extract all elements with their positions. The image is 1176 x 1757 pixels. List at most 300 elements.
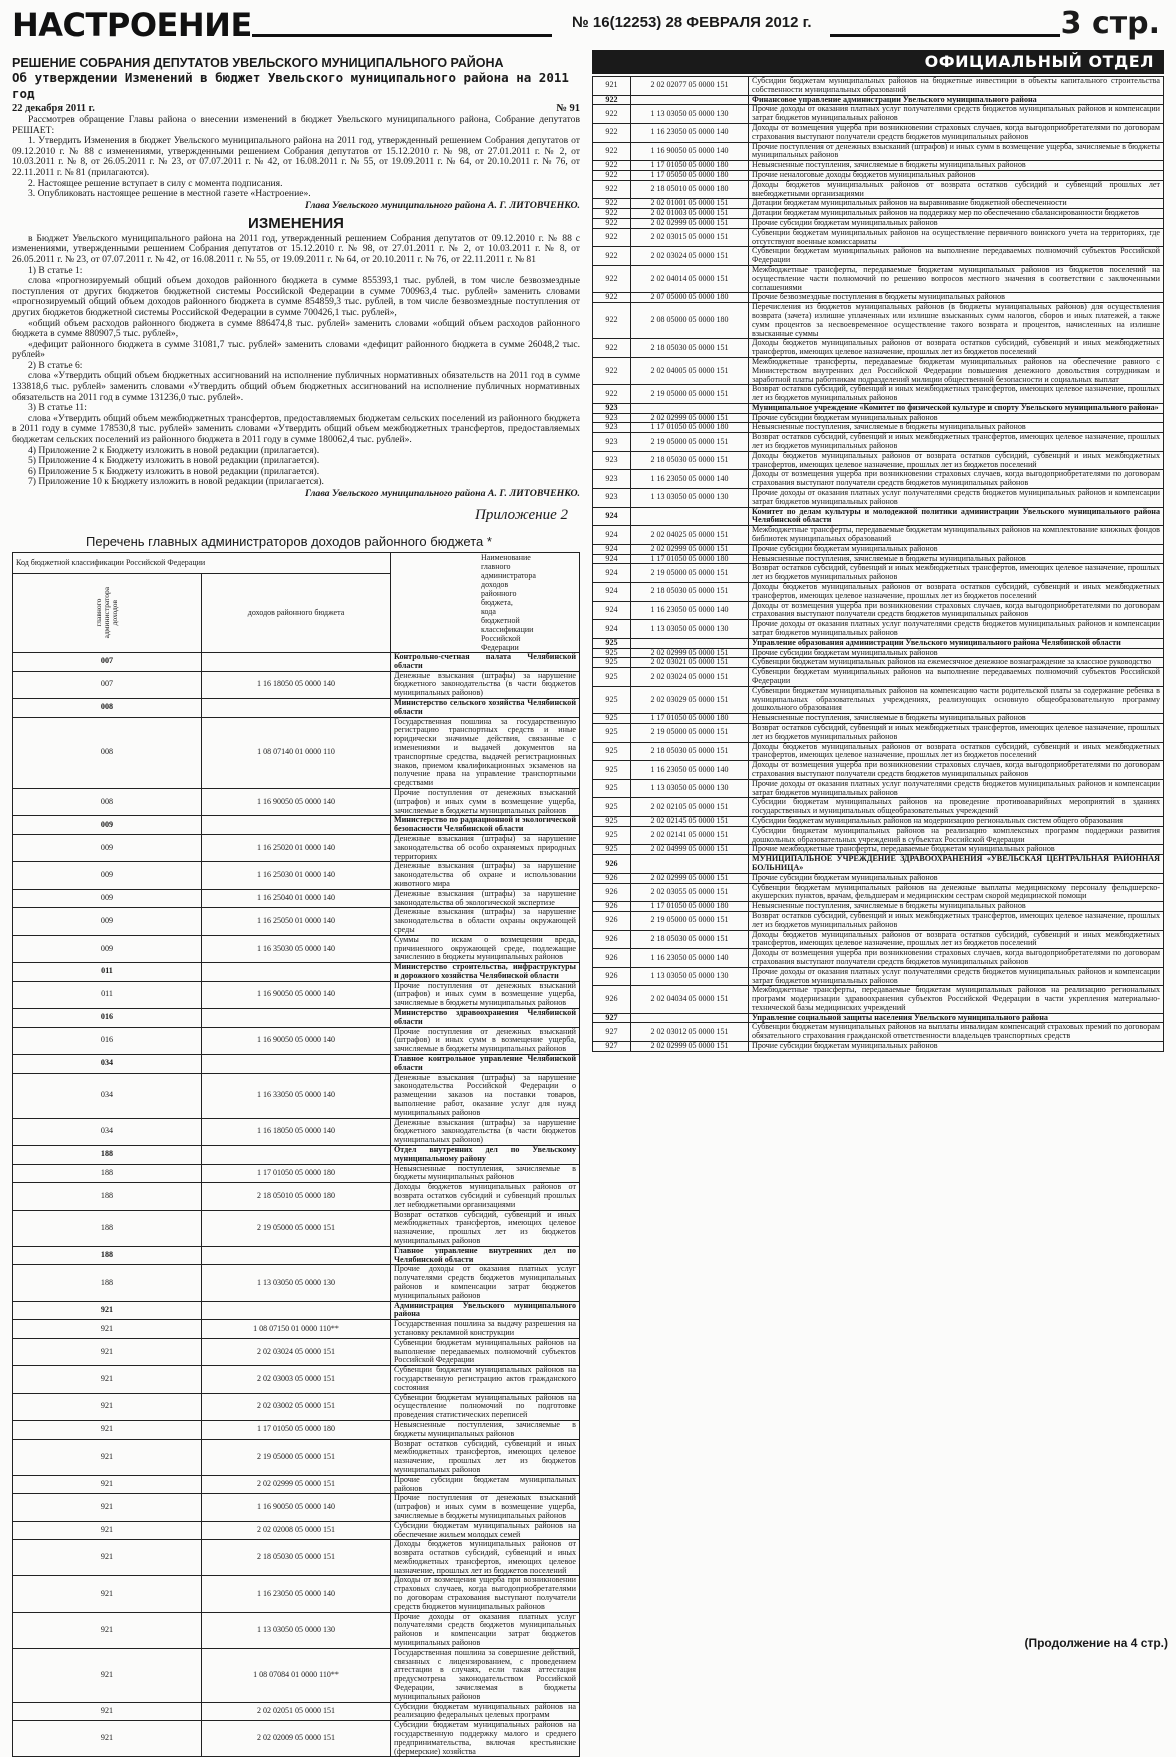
name-cell: Доходы бюджетов муниципальных районов от возврата остатков субсидий, субвенций и иных межбюджетных трансфертов, имеющих целевое назначение, прошлых лет из бюджетов поселений	[749, 930, 1164, 949]
admin-code-cell: 924	[593, 554, 631, 564]
table-row	[593, 816, 1164, 826]
table-row-organization	[593, 403, 1164, 413]
table-row	[593, 1023, 1164, 1042]
name-cell: Суммы по искам о возмещении вреда, причиненного окружающей среде, подлежащие зачислению в бюджеты муниципальных районов	[391, 935, 580, 962]
admin-code-cell: 921	[13, 1521, 202, 1540]
table-row	[13, 1576, 580, 1612]
income-code-cell: 1 17 05050 05 0000 180	[631, 170, 749, 180]
income-code-cell: 1 13 03050 05 0000 130	[202, 1265, 391, 1301]
name-cell: Субвенции бюджетам муниципальных районов на осуществление полномочий по подготовке проведения статистических переписей	[391, 1393, 580, 1420]
admin-code-cell: 921	[13, 1420, 202, 1439]
name-cell: Денежные взыскания (штрафы) за нарушение законодательства об особо охраняемых природных территориях	[391, 834, 580, 861]
table-row	[13, 1338, 580, 1365]
table-row-organization	[13, 1009, 580, 1028]
income-code-cell: 1 17 01050 05 0000 180	[631, 714, 749, 724]
name-cell: Прочие доходы от оказания платных услуг получателями средств бюджетов муниципальных районов и компенсации затрат бюджетов муниципальных районов	[749, 620, 1164, 639]
admin-code-cell: 922	[593, 199, 631, 209]
table-row	[13, 671, 580, 698]
table-row	[593, 686, 1164, 713]
admin-code-cell: 009	[13, 862, 202, 889]
table-row	[593, 930, 1164, 949]
name-cell: Прочие доходы от оказания платных услуг получателями средств бюджетов муниципальных районов и компенсации затрат бюджетов муниципальных районов	[749, 489, 1164, 508]
table-row	[593, 620, 1164, 639]
table-row	[593, 339, 1164, 358]
income-code-cell: 1 13 03050 05 0000 130	[202, 1612, 391, 1648]
name-cell: Прочие субсидии бюджетам муниципальных районов	[391, 1475, 580, 1494]
admin-code-cell: 034	[13, 1073, 202, 1118]
income-code-cell: 1 16 25020 01 0000 140	[202, 834, 391, 861]
table-row	[593, 544, 1164, 554]
name-cell: Прочие поступления от денежных взысканий (штрафов) и иных сумм в возмещение ущерба, зачисляемые в бюджеты муниципальных районов	[391, 981, 580, 1008]
income-code-cell: 1 13 03050 05 0000 130	[631, 967, 749, 986]
admin-code-cell: 924	[593, 544, 631, 554]
name-cell: Возврат остатков субсидий, субвенций и иных межбюджетных трансфертов, имеющих целевое назначение, прошлых лет из бюджетов муниципальных районов	[749, 433, 1164, 452]
table-row	[593, 986, 1164, 1013]
income-code-cell: 2 02 03029 05 0000 151	[631, 686, 749, 713]
header-admin-cell	[13, 573, 202, 652]
name-cell: Прочие субсидии бюджетам муниципальных районов	[749, 218, 1164, 228]
masthead-rule-right	[830, 34, 1060, 37]
admin-code-cell: 921	[13, 1494, 202, 1521]
income-code-cell: 2 18 05010 05 0000 180	[202, 1183, 391, 1210]
table-row	[13, 788, 580, 815]
table-row	[13, 1118, 580, 1145]
admin-code-cell: 925	[593, 816, 631, 826]
table-row	[593, 714, 1164, 724]
income-code-cell: 2 02 02051 05 0000 151	[202, 1702, 391, 1721]
name-cell: Прочие доходы от оказания платных услуг получателями средств бюджетов муниципальных районов и компенсации затрат бюджетов муниципальных районов	[749, 967, 1164, 986]
admin-code-cell: 923	[593, 423, 631, 433]
table-row	[593, 883, 1164, 902]
table-row	[13, 1494, 580, 1521]
table-row	[593, 601, 1164, 620]
table-row	[593, 1042, 1164, 1052]
name-cell: Прочие поступления от денежных взысканий (штрафов) и иных сумм в возмещение ущерба, зачисляемые в бюджеты муниципальных районов	[391, 788, 580, 815]
name-cell: Доходы бюджетов муниципальных районов от возврата остатков субсидий, субвенций и иных межбюджетных трансфертов, имеющих целевое назначение, прошлых лет из бюджетов поселений	[749, 451, 1164, 470]
income-code-cell: 1 16 23050 05 0000 140	[631, 123, 749, 142]
name-cell: Министерство сельского хозяйства Челябинской области	[391, 698, 580, 717]
admin-code-cell: 188	[13, 1210, 202, 1246]
admin-code-cell: 921	[13, 1366, 202, 1393]
name-cell: Дотации бюджетам муниципальных районов на поддержку мер по обеспечению сбалансированности бюджетов	[749, 209, 1164, 219]
changes-paragraph: 5) Приложение 4 к Бюджету изложить в новой редакции (прилагается).	[28, 455, 320, 467]
admin-code-cell: 926	[593, 902, 631, 912]
name-cell: Доходы от возмещения ущерба при возникновении страховых случаев, когда выгодоприобретателями по договорам страхования выступают получатели средств бюджетов муниципальных районов	[749, 949, 1164, 968]
name-cell: Субсидии бюджетам муниципальных районов на модернизацию региональных систем общего образования	[749, 816, 1164, 826]
table-row	[13, 1648, 580, 1702]
table-row	[593, 357, 1164, 384]
income-code-cell: 1 16 23050 05 0000 140	[631, 470, 749, 489]
admin-code-cell: 188	[13, 1146, 202, 1165]
income-code-cell	[631, 1013, 749, 1023]
name-cell: Субсидии бюджетам муниципальных районов на государственную поддержку малого и среднего предпринимательства, включая крестьянские (фермерские) хозяйства	[391, 1721, 580, 1757]
admin-code-cell: 924	[593, 564, 631, 583]
decision-item: 2. Настоящее решение вступает в силу с момента подписания.	[28, 177, 283, 189]
income-code-cell: 2 19 05000 05 0000 151	[631, 564, 749, 583]
income-code-cell: 2 18 05030 05 0000 151	[202, 1540, 391, 1576]
income-code-cell: 1 16 23050 05 0000 140	[631, 761, 749, 780]
income-code-cell	[202, 653, 391, 672]
table-row	[13, 1540, 580, 1576]
income-code-cell	[202, 1009, 391, 1028]
decision-heading: РЕШЕНИЕ СОБРАНИЯ ДЕПУТАТОВ УВЕЛЬСКОГО МУНИЦИПАЛЬНОГО РАЙОНА	[12, 56, 504, 70]
name-cell: Денежные взыскания (штрафы) за нарушение бюджетного законодательства (в части бюджетов муниципальных районов)	[391, 1118, 580, 1145]
admin-code-cell: 008	[13, 717, 202, 788]
income-code-cell: 2 19 05000 05 0000 151	[202, 1439, 391, 1475]
admin-code-cell: 924	[593, 620, 631, 639]
name-cell: Прочие субсидии бюджетам муниципальных районов	[749, 648, 1164, 658]
name-cell: Субсидии бюджетам муниципальных районов на обеспечение жильем молодых семей	[391, 1521, 580, 1540]
admin-code-cell: 925	[593, 798, 631, 817]
name-cell: Денежные взыскания (штрафы) за нарушение законодательства об экологической экспертизе	[391, 889, 580, 908]
income-code-cell: 1 17 01050 05 0000 180	[202, 1420, 391, 1439]
admin-code-cell: 925	[593, 845, 631, 855]
table-row	[593, 489, 1164, 508]
table-row	[13, 1183, 580, 1210]
decision-number: № 91	[556, 103, 580, 114]
name-cell: Денежные взыскания (штрафы) за нарушение законодательства об охране и использовании животного мира	[391, 862, 580, 889]
name-cell: Министерство здравоохранения Челябинской области	[391, 1009, 580, 1028]
table-row	[593, 742, 1164, 761]
income-code-cell: 2 02 03024 05 0000 151	[631, 668, 749, 687]
name-cell: Невыясненные поступления, зачисляемые в бюджеты муниципальных районов	[749, 714, 1164, 724]
admin-code-cell: 009	[13, 908, 202, 935]
income-code-cell: 2 02 02145 05 0000 151	[631, 816, 749, 826]
admin-code-cell: 921	[13, 1320, 202, 1339]
admin-code-cell: 922	[593, 209, 631, 219]
admin-code-cell: 925	[593, 761, 631, 780]
name-cell: Субвенции бюджетам муниципальных районов на денежные выплаты медицинскому персоналу фельдшерско-акушерских пунктов, врачам, фельдшерам и медицинским сестрам скорой медицинской помощи	[749, 883, 1164, 902]
table-row	[13, 834, 580, 861]
admin-code-cell: 034	[13, 1118, 202, 1145]
masthead	[12, 6, 1164, 48]
table-row	[13, 1320, 580, 1339]
income-code-cell: 2 08 05000 05 0000 180	[631, 303, 749, 339]
income-code-cell	[631, 403, 749, 413]
table-row	[593, 209, 1164, 219]
decision-body	[12, 115, 580, 200]
name-cell: Доходы бюджетов муниципальных районов от возврата остатков субсидий, субвенций и иных межбюджетных трансфертов, имеющих целевое назначение, прошлых лет из бюджетов поселений	[749, 583, 1164, 602]
admin-code-cell: 925	[593, 742, 631, 761]
table-row	[593, 142, 1164, 161]
admin-code-cell: 922	[593, 385, 631, 404]
admin-code-cell: 922	[593, 123, 631, 142]
name-cell: Денежные взыскания (штрафы) за нарушение законодательства Российской Федерации о размещении заказов на поставки товаров, выполнение работ, оказание услуг для нужд муниципальных районов	[391, 1073, 580, 1118]
changes-paragraph: «общий объем расходов районного бюджета в сумме 886474,8 тыс. рублей» заменить словами «общий объем расходов районного бюджета в сумме 880907,5 тыс. рублей»,	[12, 317, 580, 340]
income-code-cell: 2 02 02077 05 0000 151	[631, 77, 749, 96]
name-cell: Прочие доходы от оказания платных услуг получателями средств бюджетов муниципальных районов и компенсации затрат бюджетов муниципальных районов	[749, 105, 1164, 124]
table-row-organization	[593, 507, 1164, 526]
income-code-cell: 2 18 05030 05 0000 151	[631, 339, 749, 358]
table-row	[593, 826, 1164, 845]
income-code-cell	[631, 638, 749, 648]
name-cell: Невыясненные поступления, зачисляемые в бюджеты муниципальных районов	[749, 902, 1164, 912]
table-row	[593, 761, 1164, 780]
table-row	[13, 1073, 580, 1118]
admin-code-cell: 922	[593, 180, 631, 199]
income-code-cell: 1 16 18050 05 0000 140	[202, 671, 391, 698]
name-cell: Государственная пошлина за выдачу разрешения на установку рекламной конструкции	[391, 1320, 580, 1339]
table-row-organization	[13, 1301, 580, 1320]
admin-code-cell: 923	[593, 489, 631, 508]
name-cell: Доходы от возмещения ущерба при возникновении страховых случаев, когда выгодоприобретателями по договорам страхования выступают получатели средств бюджетов муниципальных районов	[749, 123, 1164, 142]
income-code-cell: 2 18 05030 05 0000 151	[631, 583, 749, 602]
name-cell: Прочие доходы от оказания платных услуг получателями средств бюджетов муниципальных районов и компенсации затрат бюджетов муниципальных районов	[749, 779, 1164, 798]
name-cell: Доходы бюджетов муниципальных районов от возврата остатков субсидий и субвенций прошлых лет небюджетными организациями	[391, 1183, 580, 1210]
income-code-cell: 2 18 05010 05 0000 180	[631, 180, 749, 199]
table-row	[13, 862, 580, 889]
income-code-cell	[631, 855, 749, 874]
table-row	[593, 949, 1164, 968]
admin-code-cell: 922	[593, 303, 631, 339]
name-cell: Межбюджетные трансферты, передаваемые бюджетам муниципальных районов на реализацию региональных программ модернизации здравоохранения субъектов Российской Федерации в части укрепления материально-технической базы медицинских учреждений	[749, 986, 1164, 1013]
admin-code-cell: 925	[593, 658, 631, 668]
table-row	[593, 668, 1164, 687]
name-cell: Невыясненные поступления, зачисляемые в бюджеты муниципальных районов	[391, 1164, 580, 1183]
name-cell: Главное контрольное управление Челябинской области	[391, 1055, 580, 1074]
income-code-cell	[202, 1055, 391, 1074]
table-row-organization	[13, 698, 580, 717]
name-cell: Доходы бюджетов муниципальных районов от возврата остатков субсидий, субвенций и иных межбюджетных трансфертов, имеющих целевое назначение, прошлых лет из бюджетов поселений	[391, 1540, 580, 1576]
changes-intro: в Бюджет Увельского муниципального района на 2011 год, утвержденный решением Собрания депутатов от 09.12.2010 г. № 88 с изменениями, утвержденными решением Собрания депутатов от 15.12.2010 г. № 98, от 27.01.2011 г. № 2, от 10.03.2011 г. № 8, от 26.05.2011 г. № 23, от 07.07.2011 г. № 42, от 16.08.2011 г. № 55, от 19.09.2011 г. № 64, от 20.10.2011 г. № 76, от 22.11.2011 г. № 81	[12, 232, 580, 265]
admin-code-cell: 007	[13, 653, 202, 672]
admin-code-cell: 016	[13, 1009, 202, 1028]
admin-code-cell: 188	[13, 1246, 202, 1265]
name-cell: Прочие поступления от денежных взысканий (штрафов) и иных сумм в возмещение ущерба, зачисляемые в бюджеты муниципальных районов	[391, 1027, 580, 1054]
income-code-cell: 2 02 04005 05 0000 151	[631, 357, 749, 384]
name-cell: Прочие безвозмездные поступления в бюджеты муниципальных районов	[749, 293, 1164, 303]
administrators-table-left	[12, 552, 580, 1757]
name-cell: Денежные взыскания (штрафы) за нарушение законодательства в области охраны окружающей среды	[391, 908, 580, 935]
continuation-note: (Продолжение на 4 стр.)	[1024, 1636, 1168, 1650]
admin-code-cell: 926	[593, 986, 631, 1013]
income-code-cell: 1 16 23050 05 0000 140	[631, 601, 749, 620]
admin-code-cell: 927	[593, 1023, 631, 1042]
name-cell: Комитет по делам культуры и молодежной политики администрации Увельского муниципального района Челябинской области	[749, 507, 1164, 526]
table-row	[13, 1702, 580, 1721]
name-cell: Возврат остатков субсидий, субвенций и иных межбюджетных трансфертов, имеющих целевое назначение, прошлых лет из бюджетов муниципальных районов	[749, 564, 1164, 583]
name-cell: Доходы от возмещения ущерба при возникновении страховых случаев, когда выгодоприобретателями по договорам страхования выступают получатели средств бюджетов муниципальных районов	[749, 470, 1164, 489]
decision-date: 22 декабря 2011 г.	[12, 103, 95, 114]
name-cell: Прочие неналоговые доходы бюджетов муниципальных районов	[749, 170, 1164, 180]
income-code-cell: 2 02 04025 05 0000 151	[631, 526, 749, 545]
issue-line: № 16(12253) 28 ФЕВРАЛЯ 2012 г.	[572, 14, 812, 31]
income-code-cell: 2 02 01001 05 0000 151	[631, 199, 749, 209]
admin-code-cell: 011	[13, 963, 202, 982]
changes-paragraph: 1) В статье 1:	[28, 264, 83, 276]
name-cell: Администрация Увельского муниципального района	[391, 1301, 580, 1320]
admin-code-cell: 922	[593, 339, 631, 358]
admin-code-cell: 034	[13, 1055, 202, 1074]
income-code-cell: 2 02 03002 05 0000 151	[202, 1393, 391, 1420]
name-cell: Субвенции бюджетам муниципальных районов на выполнение передаваемых полномочий субъектов Российской Федерации	[749, 247, 1164, 266]
table-row	[593, 798, 1164, 817]
income-code-cell: 1 08 07140 01 0000 110	[202, 717, 391, 788]
table-row	[593, 385, 1164, 404]
income-code-cell: 2 02 04999 05 0000 151	[631, 845, 749, 855]
admin-code-cell: 922	[593, 357, 631, 384]
admin-code-cell: 925	[593, 826, 631, 845]
income-code-cell: 2 02 02141 05 0000 151	[631, 826, 749, 845]
admin-code-cell: 926	[593, 911, 631, 930]
name-cell: Денежные взыскания (штрафы) за нарушение бюджетного законодательства (в части бюджетов муниципальных районов)	[391, 671, 580, 698]
admin-code-cell: 922	[593, 170, 631, 180]
income-code-cell: 2 18 05030 05 0000 151	[631, 742, 749, 761]
income-code-cell: 2 02 01003 05 0000 151	[631, 209, 749, 219]
income-code-cell	[202, 1246, 391, 1265]
changes-paragraph: 6) Приложение 5 к Бюджету изложить в новой редакции (прилагается).	[28, 465, 320, 477]
name-cell: Прочие межбюджетные трансферты, передаваемые бюджетам муниципальных районов	[749, 845, 1164, 855]
name-cell: МУНИЦИПАЛЬНОЕ УЧРЕЖДЕНИЕ ЗДРАВООХРАНЕНИЯ «УВЕЛЬСКАЯ ЦЕНТРАЛЬНАЯ РАЙОННАЯ БОЛЬНИЦА»	[749, 855, 1164, 874]
changes-heading: ИЗМЕНЕНИЯ	[248, 214, 344, 232]
table-row	[593, 902, 1164, 912]
income-code-cell: 2 19 05000 05 0000 151	[202, 1210, 391, 1246]
name-cell: Невыясненные поступления, зачисляемые в бюджеты муниципальных районов	[391, 1420, 580, 1439]
table-row-organization	[13, 963, 580, 982]
table-row	[13, 1721, 580, 1757]
table-row	[593, 526, 1164, 545]
table-row	[593, 77, 1164, 96]
admin-code-cell: 923	[593, 433, 631, 452]
income-code-cell	[202, 1301, 391, 1320]
admin-code-cell: 924	[593, 601, 631, 620]
table-row-organization	[13, 816, 580, 835]
table-row	[593, 433, 1164, 452]
table-row	[13, 1210, 580, 1246]
header-income: доходов районного бюджета	[202, 573, 391, 652]
admin-code-cell: 926	[593, 949, 631, 968]
admin-code-cell: 926	[593, 930, 631, 949]
admin-code-cell: 921	[13, 1576, 202, 1612]
admin-code-cell: 922	[593, 293, 631, 303]
name-cell: Невыясненные поступления, зачисляемые в бюджеты муниципальных районов	[749, 423, 1164, 433]
table-row	[13, 935, 580, 962]
admin-code-cell: 921	[13, 1648, 202, 1702]
income-code-cell: 1 17 01050 05 0000 180	[631, 423, 749, 433]
name-cell: Субсидии бюджетам муниципальных районов на реализацию федеральных целевых программ	[391, 1702, 580, 1721]
table-row	[593, 911, 1164, 930]
decision-signature: Глава Увельского муниципального района А. Г. ЛИТОВЧЕНКО.	[305, 199, 580, 211]
admin-code-cell: 921	[13, 1475, 202, 1494]
admin-code-cell: 188	[13, 1265, 202, 1301]
table-row-organization	[593, 638, 1164, 648]
admin-code-cell: 923	[593, 403, 631, 413]
income-code-cell: 1 16 90050 05 0000 140	[202, 981, 391, 1008]
admin-code-cell: 924	[593, 583, 631, 602]
table-row	[13, 717, 580, 788]
admin-code-cell: 009	[13, 834, 202, 861]
name-cell: Прочие доходы от оказания платных услуг получателями средств бюджетов муниципальных районов и компенсации затрат бюджетов муниципальных районов	[391, 1612, 580, 1648]
income-code-cell: 2 19 05000 05 0000 151	[631, 911, 749, 930]
decision-title: Об утверждении Изменений в бюджет Увельского муниципального района на 2011 год	[12, 70, 569, 101]
table-row	[13, 1439, 580, 1475]
name-cell: Субвенции бюджетам муниципальных районов на государственную регистрацию актов гражданского состояния	[391, 1366, 580, 1393]
admin-code-cell: 924	[593, 526, 631, 545]
income-code-cell: 1 16 23050 05 0000 140	[202, 1576, 391, 1612]
table-row	[593, 170, 1164, 180]
income-code-cell: 2 02 03024 05 0000 151	[202, 1338, 391, 1365]
income-code-cell: 2 02 02999 05 0000 151	[631, 648, 749, 658]
income-code-cell: 2 02 02999 05 0000 151	[631, 1042, 749, 1052]
administrators-table-right	[592, 76, 1164, 1052]
admin-code-cell: 016	[13, 1027, 202, 1054]
changes-paragraph: слова «Утвердить общий объем бюджетных ассигнований на исполнение публичных нормативных обязательств на 2011 год в сумме 133818,6 тыс. рублей» заменить словами «Утвердить общий объем бюджетных ассигнований на исполнение публичных нормативных обязательств на 2011 год в сумме 131236,0 тыс. рублей».	[12, 370, 580, 403]
table-row	[593, 228, 1164, 247]
income-code-cell: 1 13 03050 05 0000 130	[631, 620, 749, 639]
table-row	[593, 218, 1164, 228]
name-cell: Прочие поступления от денежных взысканий (штрафов) и иных сумм в возмещение ущерба, зачисляемые в бюджеты муниципальных районов	[391, 1494, 580, 1521]
changes-paragraph: слова «Утвердить общий объем межбюджетных трансфертов, предоставляемых бюджетам сельских поселений из районного бюджета в 2011 году в сумме 178530,8 тыс. рублей» заменить словами «Утвердить общий объем межбюджетных трансфертов, предоставляемых бюджетам сельских поселений из районного бюджета в 2011 году в сумме 180062,4 тыс. рублей».	[12, 412, 580, 446]
income-code-cell: 2 02 02999 05 0000 151	[202, 1475, 391, 1494]
admin-code-cell: 188	[13, 1164, 202, 1183]
admin-code-cell: 923	[593, 413, 631, 423]
name-cell: Субвенции бюджетам муниципальных районов на выполнение передаваемых полномочий субъектов Российской Федерации	[391, 1338, 580, 1365]
table-row-organization	[13, 1246, 580, 1265]
income-code-cell: 1 13 03050 05 0000 130	[631, 489, 749, 508]
list-title: Перечень главных администраторов доходов районного бюджета *	[86, 534, 492, 549]
income-code-cell: 1 13 03050 05 0000 130	[631, 779, 749, 798]
decision-intro: Рассмотрев обращение Главы района о внесении изменений в бюджет Увельского муниципального района, Собрание депутатов РЕШАЕТ:	[12, 114, 580, 136]
income-code-cell: 2 02 03021 05 0000 151	[631, 658, 749, 668]
admin-code-cell: 008	[13, 698, 202, 717]
admin-code-cell: 922	[593, 247, 631, 266]
admin-code-cell: 922	[593, 218, 631, 228]
admin-code-cell: 921	[13, 1338, 202, 1365]
left-column	[12, 56, 580, 1756]
name-cell: Возврат остатков субсидий, субвенций и иных межбюджетных трансфертов, имеющих целевое назначение, прошлых лет из бюджетов муниципальных районов	[749, 911, 1164, 930]
table-row-organization	[13, 1055, 580, 1074]
changes-paragraph: 7) Приложение 10 к Бюджету изложить в новой редакции (прилагается).	[28, 476, 324, 488]
table-row	[593, 161, 1164, 171]
table-row	[13, 1393, 580, 1420]
income-code-cell: 1 16 90050 05 0000 140	[202, 1027, 391, 1054]
name-cell: Субсидии бюджетам муниципальных районов на бюджетные инвестиции в объекты капитального строительства собственности муниципальных образований	[749, 77, 1164, 96]
table-row-organization	[593, 855, 1164, 874]
admin-code-cell: 922	[593, 105, 631, 124]
name-cell: Доходы бюджетов муниципальных районов от возврата остатков субсидий, субвенций и иных межбюджетных трансфертов, имеющих целевое назначение, прошлых лет из бюджетов поселений	[749, 339, 1164, 358]
income-code-cell: 1 16 25050 01 0000 140	[202, 908, 391, 935]
admin-code-cell: 925	[593, 714, 631, 724]
header-admin: главного администратора доходов	[94, 586, 119, 638]
income-code-cell: 2 02 03024 05 0000 151	[631, 247, 749, 266]
header-name: Наименование главного администратора доходов районного бюджета, кода бюджетной классификации Российской Федерации	[391, 553, 580, 653]
changes-paragraph: 4) Приложение 2 к Бюджету изложить в новой редакции (прилагается).	[28, 444, 320, 456]
admin-code-cell: 921	[13, 1393, 202, 1420]
name-cell: Отдел внутренних дел по Увельскому муниципальному району	[391, 1146, 580, 1165]
admin-code-cell: 922	[593, 95, 631, 105]
name-cell: Доходы бюджетов муниципальных районов от возврата остатков субсидий и субвенций прошлых лет внебюджетными организациями	[749, 180, 1164, 199]
income-code-cell: 1 08 07084 01 0000 110**	[202, 1648, 391, 1702]
masthead-rule-left	[252, 34, 552, 37]
table-row	[593, 180, 1164, 199]
admin-code-cell: 921	[593, 77, 631, 96]
table-row	[13, 1475, 580, 1494]
name-cell: Доходы бюджетов муниципальных районов от возврата остатков субсидий, субвенций и иных межбюджетных трансфертов, имеющих целевое назначение, прошлых лет из бюджетов поселений	[749, 742, 1164, 761]
income-code-cell: 1 16 23050 05 0000 140	[631, 949, 749, 968]
changes-paragraph: 2) В статье 6:	[28, 359, 83, 371]
table-row	[593, 583, 1164, 602]
name-cell: Главное управление внутренних дел по Челябинской области	[391, 1246, 580, 1265]
decision-item: 3. Опубликовать настоящее решение в местной газете «Настроение».	[28, 188, 311, 200]
admin-code-cell: 009	[13, 816, 202, 835]
table-row	[13, 1164, 580, 1183]
table-row-organization	[13, 1146, 580, 1165]
admin-code-cell: 926	[593, 883, 631, 902]
admin-code-cell: 008	[13, 788, 202, 815]
income-code-cell: 2 19 05000 05 0000 151	[631, 723, 749, 742]
admin-code-cell: 926	[593, 967, 631, 986]
income-code-cell: 2 19 05000 05 0000 151	[631, 433, 749, 452]
